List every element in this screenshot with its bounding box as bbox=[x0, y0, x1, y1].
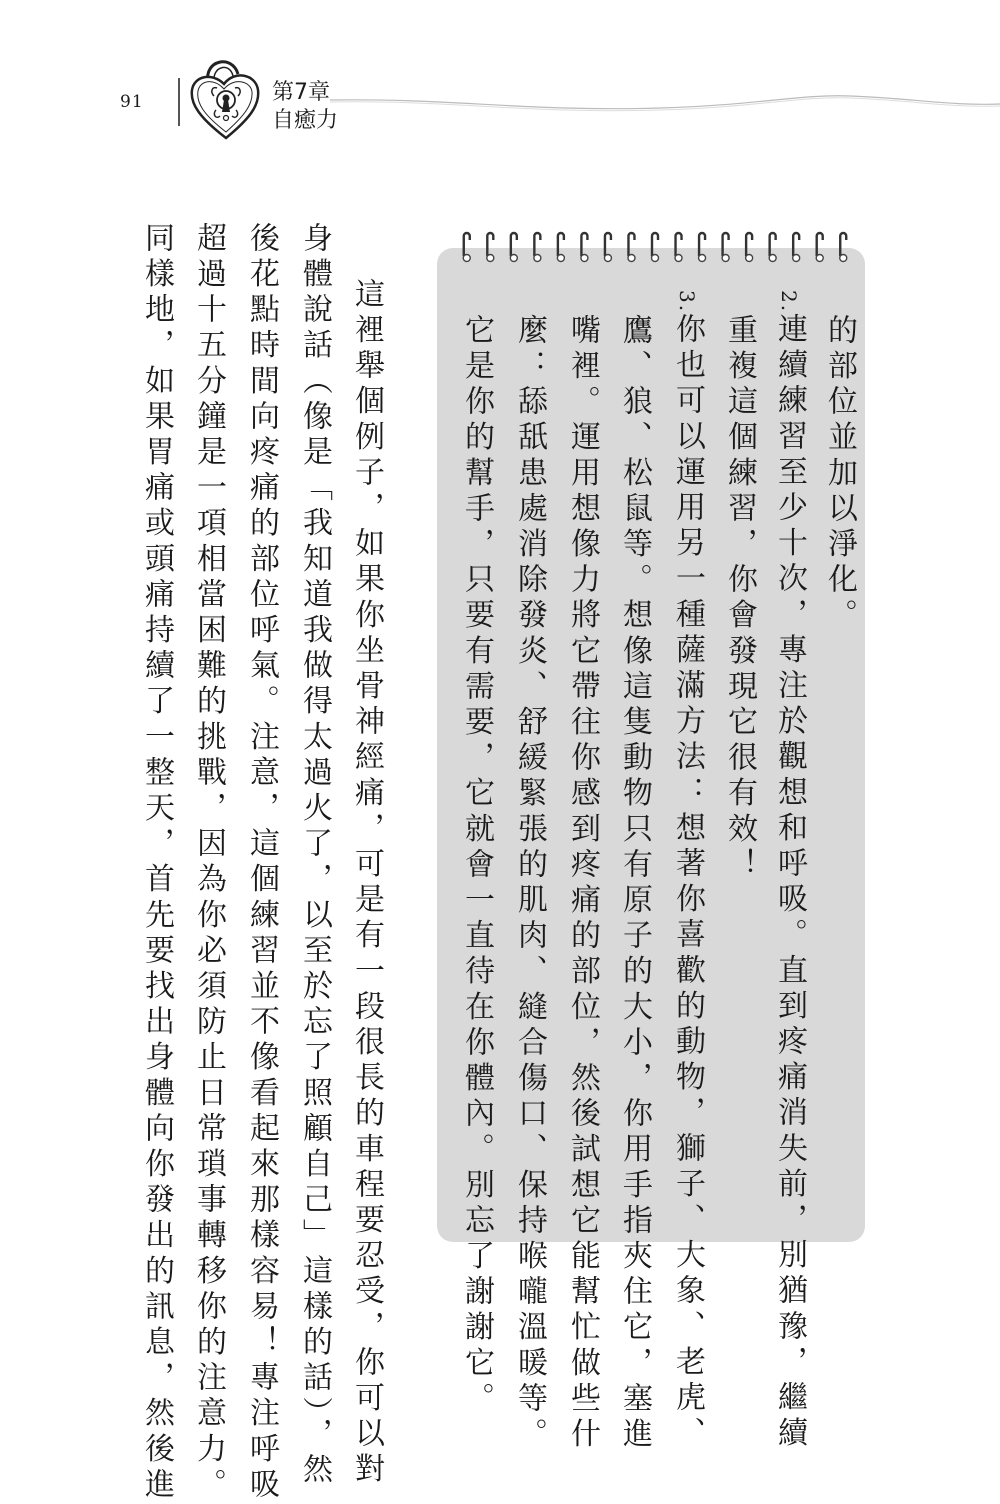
spiral-ring bbox=[746, 233, 753, 262]
notepad-line: 嘴裡。運用想像力將它帶往你感到疼痛的部位，然後試想它能幫忙做些什 bbox=[565, 314, 600, 1454]
spiral-ring bbox=[840, 233, 847, 262]
spiral-ring bbox=[463, 233, 470, 262]
body-line: 身體說話（像是「我知道我做得太過火了，以至於忘了照顧自己」這樣的話），然 bbox=[297, 222, 332, 1489]
spiral-ring bbox=[487, 233, 494, 262]
chapter-title: 自癒力 bbox=[272, 108, 339, 133]
spiral-ring bbox=[769, 233, 776, 262]
notepad-line: 鷹、狼、松鼠等。想像這隻動物只有原子的大小，你用手指夾住它，塞進 bbox=[617, 314, 652, 1454]
heart-lock-icon bbox=[186, 52, 266, 144]
notepad-line: 2.連續練習至少十次，專注於觀想和呼吸。直到疼痛消失前，別猶豫，繼續 bbox=[772, 290, 807, 1453]
notepad-line: 重複這個練習，你會發現它很有效！ bbox=[722, 314, 757, 884]
spiral-ring bbox=[675, 233, 682, 262]
spiral-ring bbox=[628, 233, 635, 262]
spiral-ring bbox=[652, 233, 659, 262]
body-line: 同樣地，如果胃痛或頭痛持續了一整天，首先要找出身體向你發出的訊息，然後進 bbox=[139, 222, 174, 1504]
header-divider bbox=[178, 78, 180, 126]
body-line: 這裡舉個例子，如果你坐骨神經痛，可是有一段很長的車程要忍受，你可以對 bbox=[349, 278, 384, 1489]
spiral-ring bbox=[557, 233, 564, 262]
body-line: 後花點時間向疼痛的部位呼氣。注意，這個練習並不像看起來那樣容易！專注呼吸 bbox=[244, 222, 279, 1504]
spiral-ring bbox=[534, 233, 541, 262]
spiral-ring bbox=[722, 233, 729, 262]
page-number: 91 bbox=[120, 92, 144, 112]
spiral-binding-icon bbox=[455, 226, 855, 268]
notepad-line: 的部位並加以淨化。 bbox=[822, 314, 857, 635]
spiral-ring bbox=[510, 233, 517, 262]
spiral-ring bbox=[581, 233, 588, 261]
notepad-line: 它是你的幫手，只要有需要，它就會一直待在你體內。別忘了謝謝它。 bbox=[459, 314, 494, 1418]
spiral-ring bbox=[816, 233, 823, 262]
body-line: 超過十五分鐘是一項相當困難的挑戰，因為你必須防止日常瑣事轉移你的注意力。 bbox=[191, 222, 226, 1504]
spiral-ring bbox=[793, 233, 800, 262]
chapter-label: 第7章 bbox=[272, 80, 330, 105]
notepad-line: 麼：舔舐患處消除發炎、舒緩緊張的肌肉、縫合傷口、保持喉嚨溫暖等。 bbox=[512, 314, 547, 1454]
header-decorative-curve bbox=[330, 88, 1000, 118]
spiral-ring bbox=[699, 233, 706, 262]
spiral-ring bbox=[604, 233, 611, 262]
notepad-line: 3.你也可以運用另一種薩滿方法：想著你喜歡的動物，獅子、大象、老虎、 bbox=[670, 290, 705, 1453]
